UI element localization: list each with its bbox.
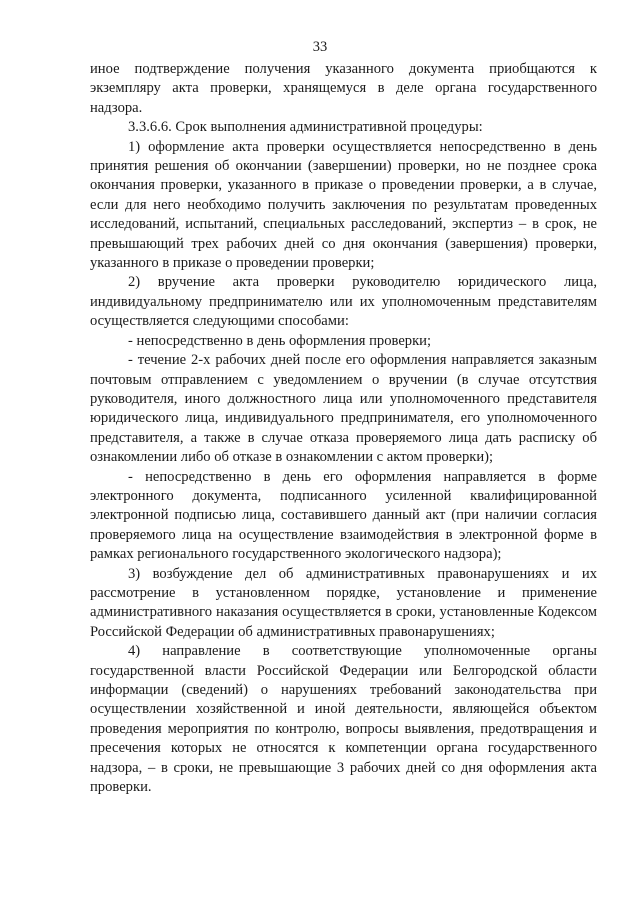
page-number: 33: [312, 39, 328, 55]
paragraph-dash-item-1: - непосредственно в день оформления проверки;: [128, 332, 432, 349]
paragraph-item-1: 1) оформление акта проверки осуществляется непосредственно в день принятия решения об окончании (завершении) проверки, но не позднее срока окончания проверки, указанного в приказе о проведении проверки, а в случае, если для него необходимо получить заключения по результатам проведенных исследований, испытаний, специальных расследований, экспертиз – в срок, не превышающий трех рабочих дней со дня окончания (завершения) проверки, указанного в приказе о проведении проверки;: [90, 138, 597, 272]
paragraph-section-heading: 3.3.6.6. Срок выполнения административной процедуры:: [128, 119, 483, 136]
paragraph-continuation: иное подтверждение получения указанного документа приобщаются к экземпляру акта проверки, хранящемуся в деле органа государственного надзора.: [90, 61, 597, 116]
paragraph-dash-item-2: - течение 2-х рабочих дней после его оформления направляется заказным почтовым отправлением с уведомлением о вручении (в случае отсутствия руководителя, иного должностного лица или уполномоченного представителя юридического лица, индивидуального предпринимателя, его уполномоченного представителя, а также в случае отказа проверяемого лица дать расписку об ознакомлении либо об отказе в ознакомлении с актом проверки);: [90, 352, 597, 466]
paragraph-item-4: 4) направление в соответствующие уполномоченные органы государственной власти Российской Федерации или Белгородской области информации (сведений) о нарушениях требований законодательства при осуществлении хозяйственной и иной деятельности, являющейся объектом проведения мероприятия по контролю, вопросы выявления, предотвращения и пресечения которых не относятся к компетенции органа государственного надзора, – в сроки, не превышающие 3 рабочих дней со дня оформления акта проверки.: [90, 643, 597, 796]
paragraph-item-3: 3) возбуждение дел об административных правонарушениях и их рассмотрение в установленном порядке, установление и применение административного наказания осуществляется в сроки, установленные Кодексом Российской Федерации об административных правонарушениях;: [90, 565, 597, 640]
document-body: [90, 60, 597, 797]
paragraph-item-2: 2) вручение акта проверки руководителю юридического лица, индивидуальному предпринимателю или их уполномоченным представителям осуществляется следующими способами:: [90, 274, 597, 330]
paragraph-dash-item-3: - непосредственно в день его оформления направляется в форме электронного документа, подписанного усиленной квалифицированной электронной подписью лица, составившего данный акт (при наличии согласия проверяемого лица на осуществление взаимодействия в электронной форме в рамках регионального государственного экологического надзора);: [90, 468, 597, 563]
